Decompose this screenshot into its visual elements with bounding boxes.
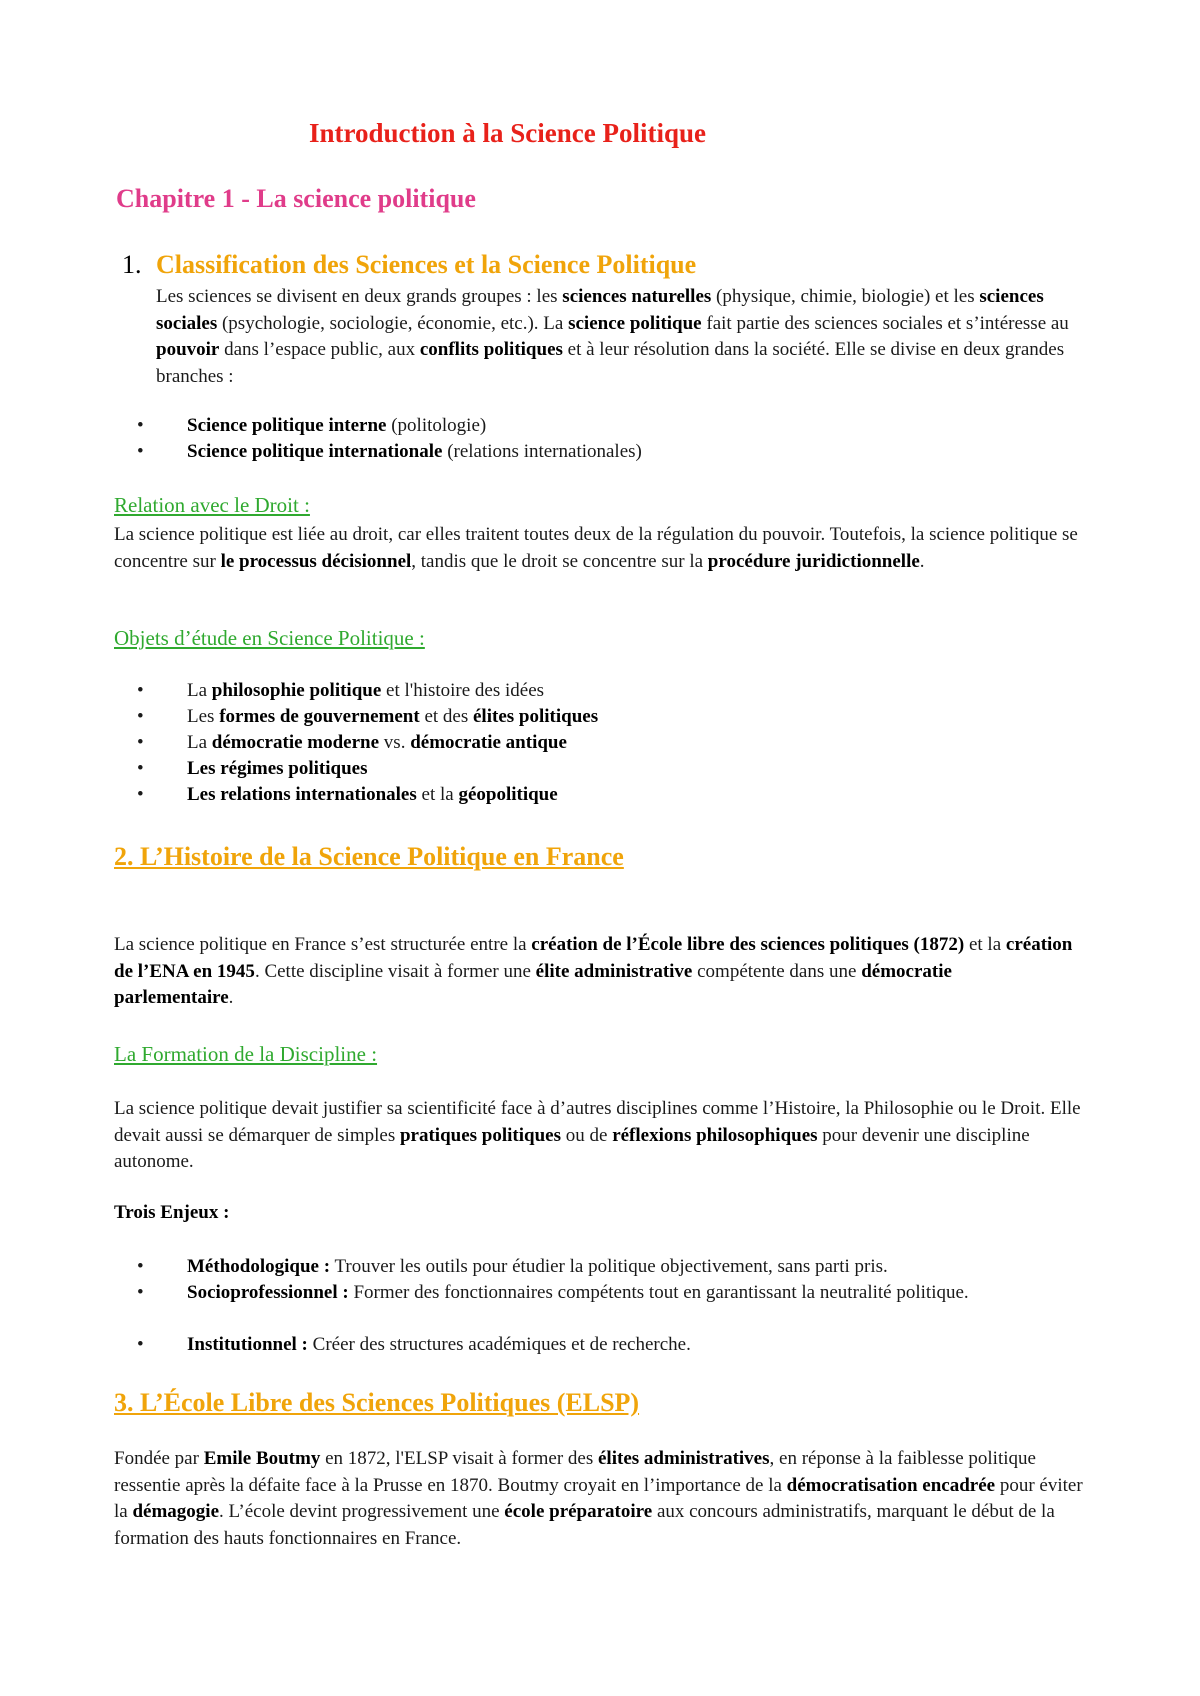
droit-paragraph: La science politique est liée au droit, car elles traitent toutes deux de la régulation du pouvoir. Toutefois, la science politique se concentre sur le processus décisionnel, tandis que le droit se concentre sur la procédure juridictionnelle. [114, 524, 1078, 572]
bullet-icon: • [137, 784, 144, 805]
bullet-icon: • [137, 1282, 144, 1303]
section-3-paragraph: Fondée par Emile Boutmy en 1872, l'ELSP visait à former des élites administratives, en réponse à la faiblesse politique ressentie après la défaite face à la Prusse en 1870. Boutmy croyait en l’importance de la démocratisation encadrée pour éviter la démagogie. L’école devint progressivement une école préparatoire aux concours administratifs, marquant le début de la formation des hauts fonctionnaires en France. [114, 1448, 1083, 1549]
droit-heading: Relation avec le Droit : [114, 493, 310, 517]
bullet-icon: • [137, 680, 144, 701]
list-item: • Méthodologique : Trouver les outils pour étudier la politique objectivement, sans parti pris. [137, 1254, 1097, 1280]
list-item [137, 756, 1037, 782]
list-item: • Institutionnel : Créer des structures académiques et de recherche. [137, 1332, 1097, 1358]
chapter-heading: Chapitre 1 - La science politique [116, 184, 476, 213]
list-item-text: La philosophie politique et l'histoire des idées [187, 680, 545, 701]
document-title: Introduction à la Science Politique [309, 118, 707, 148]
formation-heading: La Formation de la Discipline : [114, 1042, 378, 1066]
list-item: • Science politique internationale (relations internationales) [137, 439, 1037, 465]
section-1-number: 1. [122, 250, 142, 279]
objets-list [137, 678, 1037, 813]
bullet-icon: • [137, 441, 144, 462]
enjeux-list [137, 1254, 1097, 1364]
formation-paragraph: La science politique devait justifier sa scientificité face à d’autres disciplines comme l’Histoire, la Philosophie ou le Droit. Elle devait aussi se démarquer de simples pratiques politiques ou de réflexions philosophiques pour devenir une discipline autonome. [114, 1098, 1081, 1172]
enjeux-label: Trois Enjeux : [114, 1202, 230, 1223]
list-item [137, 730, 1037, 756]
bullet-icon: • [137, 1256, 144, 1277]
list-item [137, 704, 1037, 730]
list-item-text: Les formes de gouvernement et des élites politiques [187, 706, 599, 727]
section-2-title: 2. L’Histoire de la Science Politique en France [114, 842, 624, 871]
section-2-paragraph: La science politique en France s’est structurée entre la création de l’École libre des sciences politiques (1872) et la création de l’ENA en 1945. Cette discipline visait à former une élite administrative compétente dans une démocratie parlementaire. [114, 934, 1073, 1008]
bullet-icon: • [137, 1334, 144, 1355]
list-item [137, 782, 1037, 808]
bullet-icon: • [137, 758, 144, 779]
list-item: • Science politique interne (politologie) [137, 413, 1037, 439]
list-item-text: La démocratie moderne vs. démocratie antique [187, 732, 567, 753]
section-3-title: 3. L’École Libre des Sciences Politiques (ELSP) [114, 1388, 640, 1417]
section-1-title: Classification des Sciences et la Science Politique [156, 250, 697, 279]
objets-heading: Objets d’étude en Science Politique : [114, 626, 425, 650]
bullet-icon: • [137, 706, 144, 727]
list-item-text: Les relations internationales et la géopolitique [187, 784, 558, 805]
section-1-paragraph: Les sciences se divisent en deux grands groupes : les sciences naturelles (physique, chimie, biologie) et les sciences sociales (psychologie, sociologie, économie, etc.). La science politique fait partie des sciences sociales et s’intéresse au pouvoir dans l’espace public, aux conflits politiques et à leur résolution dans la société. Elle se divise en deux grandes branches : [156, 286, 1069, 387]
bullet-icon: • [137, 415, 144, 436]
list-item [137, 678, 1037, 704]
branches-list [137, 413, 1037, 473]
list-item: • Socioprofessionnel : Former des fonctionnaires compétents tout en garantissant la neutralité politique. [137, 1280, 1097, 1332]
list-item-text: Les régimes politiques [187, 758, 368, 779]
bullet-icon: • [137, 732, 144, 753]
